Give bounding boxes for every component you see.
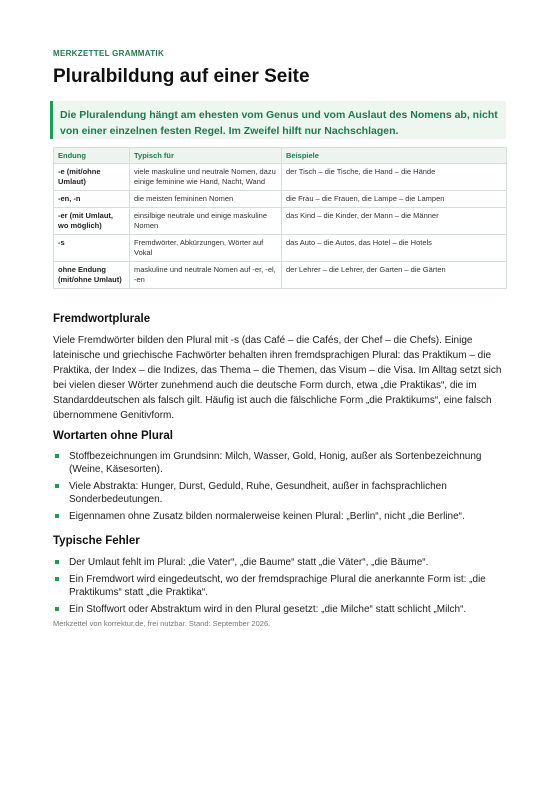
table-header-beispiele: Beispiele — [282, 148, 507, 164]
list-item: Viele Abstrakta: Hunger, Durst, Geduld, Ruhe, Gesundheit, außer in fachsprachlichen Sonderbedeutungen. — [53, 480, 509, 506]
table-cell-examples: das Auto – die Autos, das Hotel – die Hotels — [282, 235, 507, 262]
table-cell-ending: -s — [54, 235, 130, 262]
bullet-marker — [55, 577, 59, 581]
table-row — [54, 262, 507, 289]
table-row — [54, 208, 507, 235]
list-wortarten-ohne-plural — [53, 450, 509, 527]
table-cell-usage: viele maskuline und neutrale Nomen, dazu einige feminine wie Hand, Nacht, Wand — [130, 164, 282, 191]
section-paragraph-fremdwortplurale: Viele Fremdwörter bilden den Plural mit -s (das Café – die Cafés, der Chef – die Chefs). Einige lateinische und griechische Fachwörter behalten ihren fremdsprachigen Plural: das Praktikum – die Praktika, der Index – die Indizes, das Thema – die Themen, das Visum – die Visa. Im Alltag setzt sich bei vielen dieser Wörter zunehmend auch die deutsche Form durch, etwa „die Praktikas“, die im Standarddeutschen als falsch gilt. Häufig ist auch die fälschliche Form „die Praktikums“, eine falsch übernommene Genitivform. — [53, 335, 502, 421]
bullet-marker — [55, 484, 59, 488]
table-cell-ending: -en, -n — [54, 191, 130, 208]
bullet-marker — [55, 607, 59, 611]
bullet-marker — [55, 560, 59, 564]
section-heading-typische-fehler: Typische Fehler — [53, 535, 140, 547]
table-cell-ending: -er (mit Umlaut, wo möglich) — [54, 208, 130, 235]
table-cell-usage: maskuline und neutrale Nomen auf -er, -el, -en — [130, 262, 282, 289]
list-item: Der Umlaut fehlt im Plural: „die Vater“, „die Baume“ statt „die Väter“, „die Bäume“. — [53, 556, 509, 569]
bullet-marker — [55, 454, 59, 458]
table-header-typisch: Typisch für — [130, 148, 282, 164]
table-cell-usage: die meisten femininen Nomen — [130, 191, 282, 208]
section-heading-fremdwortplurale: Fremdwortplurale — [53, 313, 151, 325]
list-item: Ein Stoffwort oder Abstraktum wird in den Plural gesetzt: „die Milche“ statt schlicht „Milch“. — [53, 603, 509, 616]
table-cell-usage: einsilbige neutrale und einige maskuline Nomen — [130, 208, 282, 235]
page-title: Pluralbildung auf einer Seite — [53, 66, 310, 87]
table-cell-usage: Fremdwörter, Abkürzungen, Wörter auf Vokal — [130, 235, 282, 262]
table-cell-examples: das Kind – die Kinder, der Mann – die Männer — [282, 208, 507, 235]
summary-callout: Die Pluralendung hängt am ehesten vom Genus und vom Auslaut des Nomens ab, nicht von einer einzelnen festen Regel. Im Zweifel hilft nur Nachschlagen. — [50, 101, 506, 139]
table-cell-ending: ohne Endung (mit/ohne Umlaut) — [54, 262, 130, 289]
table-cell-examples: die Frau – die Frauen, die Lampe – die Lampen — [282, 191, 507, 208]
table-row — [54, 235, 507, 262]
plural-endings-table — [53, 147, 507, 289]
table-cell-examples: der Lehrer – die Lehrer, der Garten – die Gärten — [282, 262, 507, 289]
section-heading-wortarten: Wortarten ohne Plural — [53, 430, 173, 442]
table-header-endung: Endung — [54, 148, 130, 164]
list-typische-fehler — [53, 556, 509, 620]
list-item: Eigennamen ohne Zusatz bilden normalerweise keinen Plural: „Berlin“, nicht „die Berline“. — [53, 510, 509, 523]
table-cell-ending: -e (mit/ohne Umlaut) — [54, 164, 130, 191]
table-row — [54, 191, 507, 208]
list-item: Ein Fremdwort wird eingedeutscht, wo der fremdsprachige Plural die anerkannte Form ist: „die Praktikums“ statt „die Praktika“. — [53, 573, 509, 599]
bullet-marker — [55, 514, 59, 518]
table-row — [54, 164, 507, 191]
table-cell-examples: der Tisch – die Tische, die Hand – die Hände — [282, 164, 507, 191]
kicker-label: MERKZETTEL GRAMMATIK — [53, 49, 165, 58]
list-item: Stoffbezeichnungen im Grundsinn: Milch, Wasser, Gold, Honig, außer als Sortenbezeichnung (Weine, Käsesorten). — [53, 450, 509, 476]
table-header-row — [54, 148, 507, 164]
page-footer: Merkzettel von korrektur.de, frei nutzbar. Stand: September 2026. — [53, 619, 271, 628]
